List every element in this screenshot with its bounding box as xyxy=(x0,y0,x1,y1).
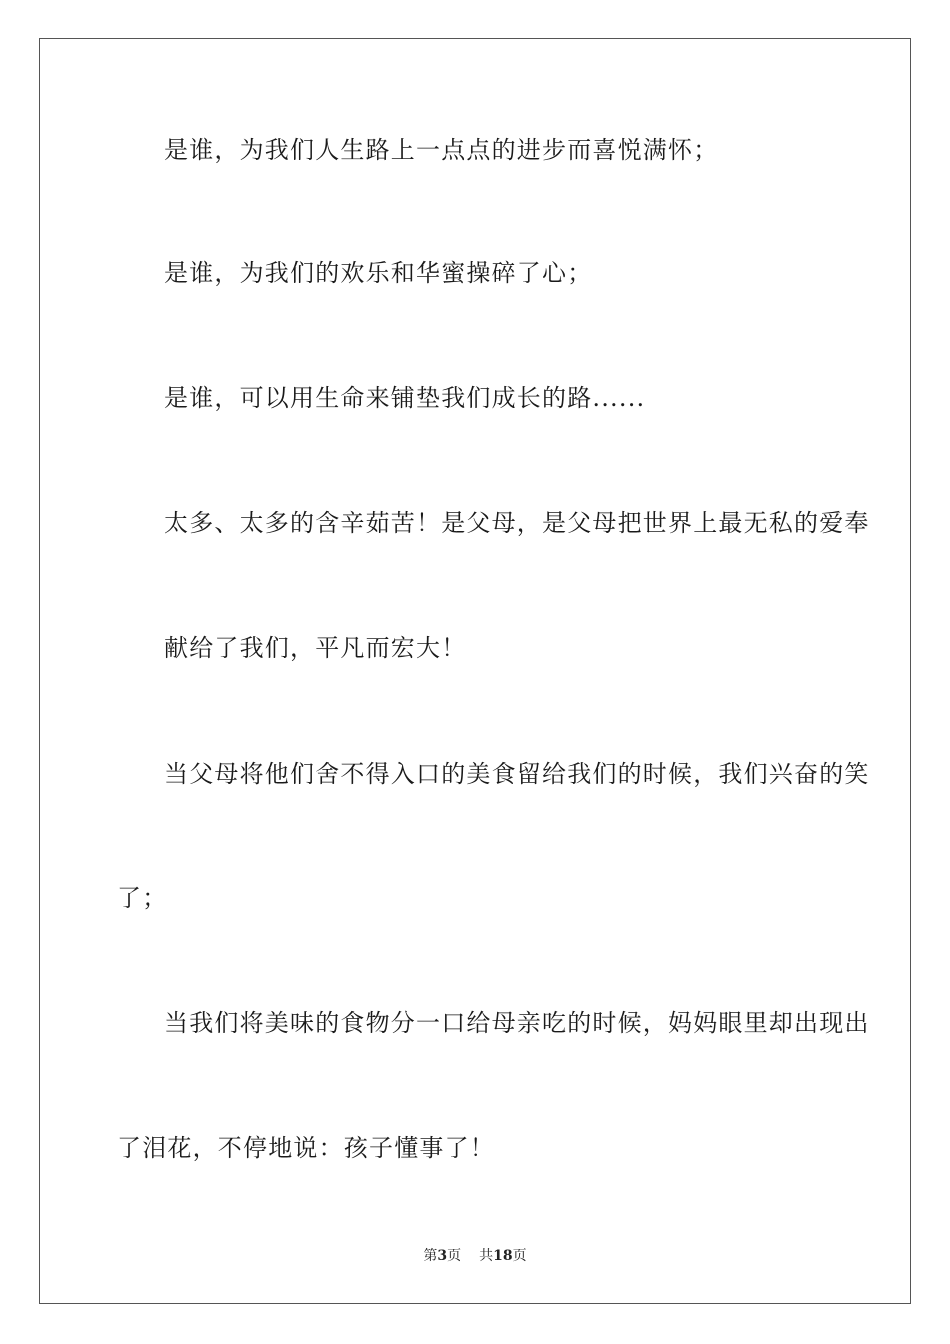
total-suffix: 页 xyxy=(512,1248,527,1264)
total-pages: 18 xyxy=(493,1248,513,1264)
page-footer xyxy=(0,1247,950,1265)
paragraph-line: 了泪花，不停地说：孩子懂事了！ xyxy=(117,1134,495,1162)
page-border xyxy=(39,38,911,1304)
paragraph-line: 是谁，为我们的欢乐和华蜜操碎了心； xyxy=(164,259,593,287)
paragraph-line: 当我们将美味的食物分一口给母亲吃的时候，妈妈眼里却出现出 xyxy=(164,1009,870,1037)
paragraph-line: 了； xyxy=(117,884,168,912)
paragraph-line: 是谁，可以用生命来铺垫我们成长的路...... xyxy=(164,384,646,412)
page-prefix: 第 xyxy=(423,1248,438,1264)
page-suffix: 页 xyxy=(447,1248,462,1264)
paragraph-line: 太多、太多的含辛茹苦！是父母，是父母把世界上最无私的爱奉 xyxy=(164,509,870,537)
paragraph-line: 当父母将他们舍不得入口的美食留给我们的时候，我们兴奋的笑 xyxy=(164,760,870,788)
total-prefix: 共 xyxy=(479,1248,494,1264)
page-number: 3 xyxy=(437,1248,448,1264)
paragraph-line: 献给了我们，平凡而宏大！ xyxy=(164,634,467,662)
paragraph-line: 是谁，为我们人生路上一点点的进步而喜悦满怀； xyxy=(164,136,719,164)
